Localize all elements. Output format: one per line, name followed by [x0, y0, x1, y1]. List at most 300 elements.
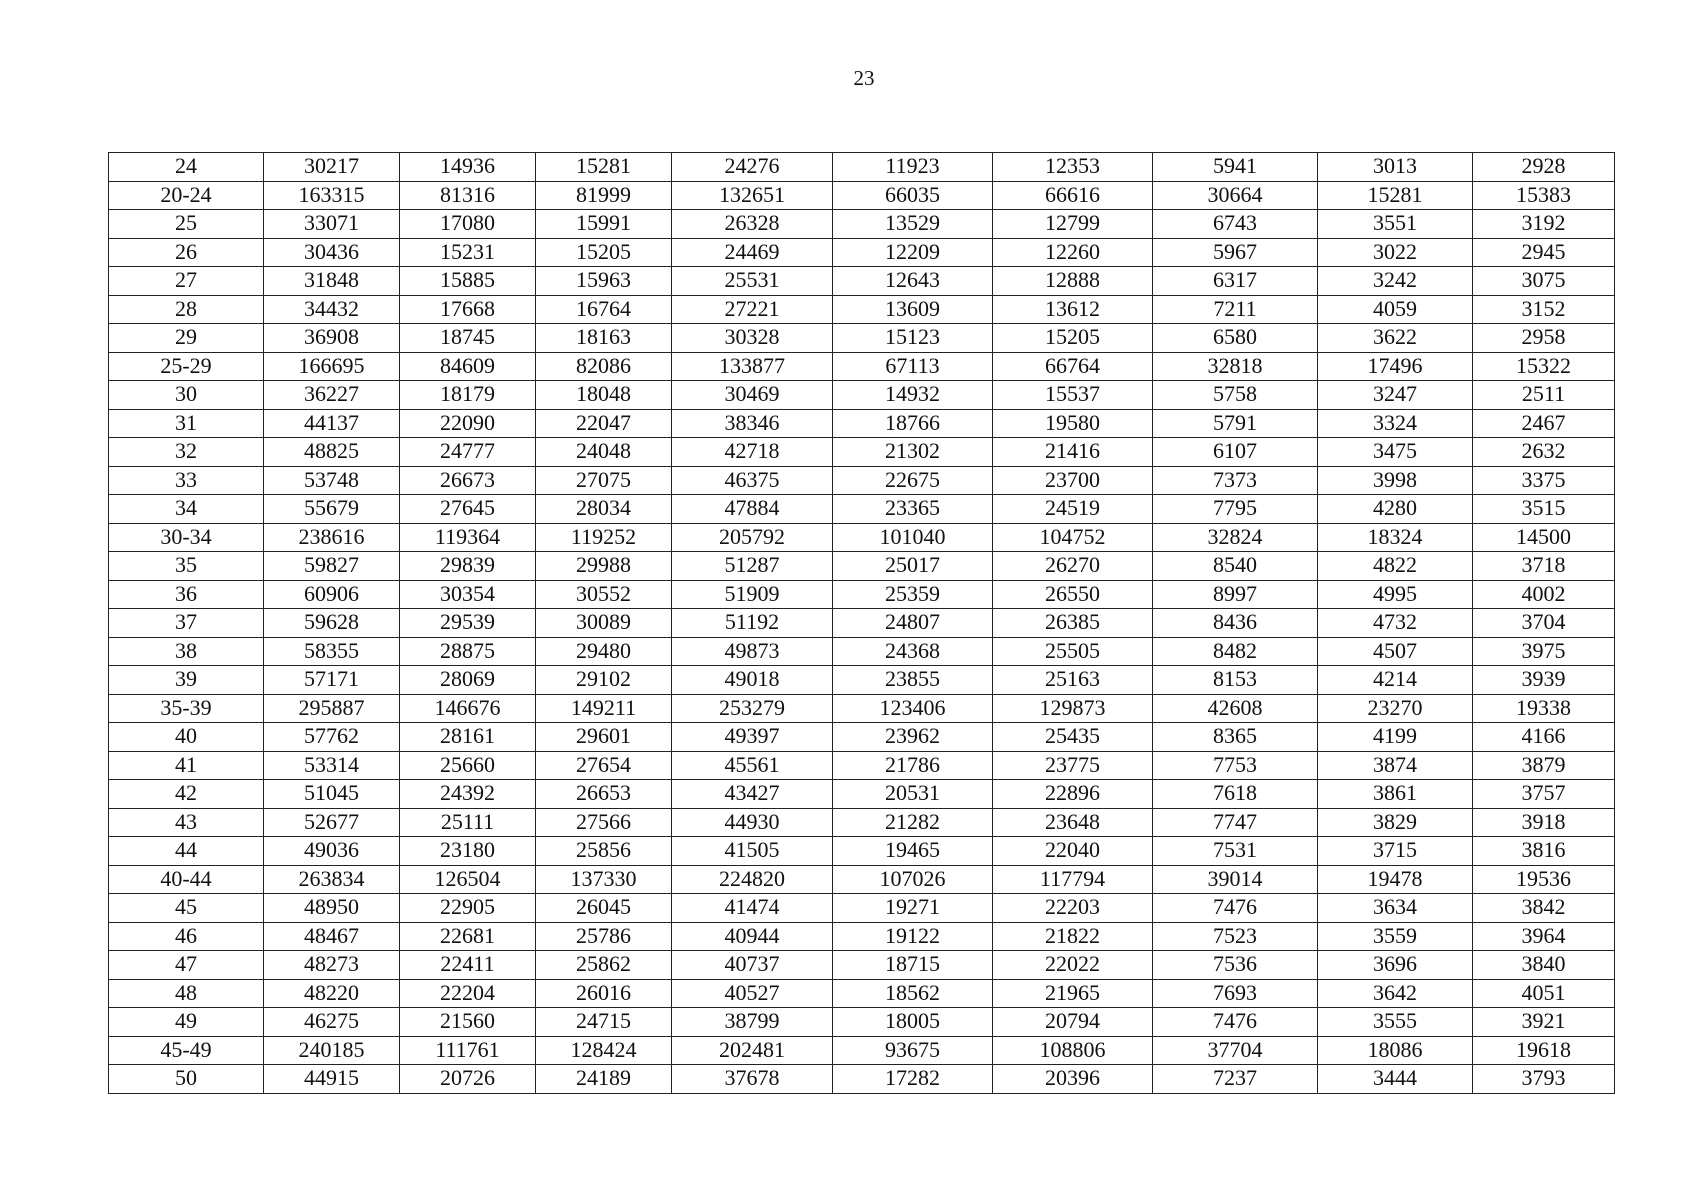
age-cell: 29 — [109, 324, 264, 353]
value-cell: 67113 — [833, 352, 993, 381]
value-cell: 3022 — [1318, 238, 1473, 267]
value-cell: 3444 — [1318, 1065, 1473, 1094]
value-cell: 42718 — [672, 438, 833, 467]
value-cell: 17496 — [1318, 352, 1473, 381]
table-row — [109, 922, 1615, 951]
value-cell: 14932 — [833, 381, 993, 410]
age-cell: 27 — [109, 267, 264, 296]
value-cell: 57762 — [264, 723, 400, 752]
value-cell: 25660 — [400, 751, 536, 780]
table-row — [109, 637, 1615, 666]
value-cell: 48950 — [264, 894, 400, 923]
value-cell: 7747 — [1153, 808, 1318, 837]
value-cell: 51287 — [672, 552, 833, 581]
value-cell: 4995 — [1318, 580, 1473, 609]
value-cell: 15322 — [1473, 352, 1615, 381]
value-cell: 3964 — [1473, 922, 1615, 951]
value-cell: 46275 — [264, 1008, 400, 1037]
value-cell: 3921 — [1473, 1008, 1615, 1037]
value-cell: 15205 — [536, 238, 672, 267]
value-cell: 28161 — [400, 723, 536, 752]
age-cell: 34 — [109, 495, 264, 524]
value-cell: 21302 — [833, 438, 993, 467]
value-cell: 5941 — [1153, 153, 1318, 182]
value-cell: 3975 — [1473, 637, 1615, 666]
value-cell: 6580 — [1153, 324, 1318, 353]
value-cell: 27645 — [400, 495, 536, 524]
value-cell: 20726 — [400, 1065, 536, 1094]
value-cell: 12260 — [993, 238, 1153, 267]
value-cell: 117794 — [993, 865, 1153, 894]
value-cell: 107026 — [833, 865, 993, 894]
value-cell: 133877 — [672, 352, 833, 381]
table-row — [109, 894, 1615, 923]
value-cell: 5758 — [1153, 381, 1318, 410]
value-cell: 29839 — [400, 552, 536, 581]
value-cell: 22204 — [400, 979, 536, 1008]
value-cell: 126504 — [400, 865, 536, 894]
value-cell: 27075 — [536, 466, 672, 495]
value-cell: 41505 — [672, 837, 833, 866]
table-row — [109, 751, 1615, 780]
value-cell: 23365 — [833, 495, 993, 524]
value-cell: 30469 — [672, 381, 833, 410]
value-cell: 32818 — [1153, 352, 1318, 381]
age-cell: 24 — [109, 153, 264, 182]
value-cell: 7237 — [1153, 1065, 1318, 1094]
data-table — [108, 152, 1615, 1094]
age-cell: 45-49 — [109, 1036, 264, 1065]
value-cell: 3622 — [1318, 324, 1473, 353]
value-cell: 3998 — [1318, 466, 1473, 495]
value-cell: 38799 — [672, 1008, 833, 1037]
age-cell: 30-34 — [109, 523, 264, 552]
value-cell: 22203 — [993, 894, 1153, 923]
value-cell: 46375 — [672, 466, 833, 495]
value-cell: 3840 — [1473, 951, 1615, 980]
value-cell: 7536 — [1153, 951, 1318, 980]
value-cell: 3879 — [1473, 751, 1615, 780]
value-cell: 28034 — [536, 495, 672, 524]
value-cell: 25505 — [993, 637, 1153, 666]
value-cell: 7531 — [1153, 837, 1318, 866]
age-cell: 42 — [109, 780, 264, 809]
value-cell: 101040 — [833, 523, 993, 552]
value-cell: 30089 — [536, 609, 672, 638]
value-cell: 14936 — [400, 153, 536, 182]
value-cell: 30436 — [264, 238, 400, 267]
table-row — [109, 295, 1615, 324]
age-cell: 32 — [109, 438, 264, 467]
value-cell: 26653 — [536, 780, 672, 809]
value-cell: 3757 — [1473, 780, 1615, 809]
value-cell: 18005 — [833, 1008, 993, 1037]
value-cell: 37678 — [672, 1065, 833, 1094]
age-cell: 25 — [109, 210, 264, 239]
value-cell: 22040 — [993, 837, 1153, 866]
value-cell: 41474 — [672, 894, 833, 923]
table-row — [109, 523, 1615, 552]
age-cell: 48 — [109, 979, 264, 1008]
value-cell: 13529 — [833, 210, 993, 239]
value-cell: 81999 — [536, 181, 672, 210]
value-cell: 119364 — [400, 523, 536, 552]
value-cell: 48273 — [264, 951, 400, 980]
value-cell: 24777 — [400, 438, 536, 467]
value-cell: 24276 — [672, 153, 833, 182]
value-cell: 24807 — [833, 609, 993, 638]
value-cell: 30354 — [400, 580, 536, 609]
value-cell: 8436 — [1153, 609, 1318, 638]
value-cell: 123406 — [833, 694, 993, 723]
value-cell: 17080 — [400, 210, 536, 239]
value-cell: 19465 — [833, 837, 993, 866]
value-cell: 22896 — [993, 780, 1153, 809]
value-cell: 3559 — [1318, 922, 1473, 951]
age-cell: 33 — [109, 466, 264, 495]
table-row — [109, 438, 1615, 467]
value-cell: 3013 — [1318, 153, 1473, 182]
value-cell: 15231 — [400, 238, 536, 267]
value-cell: 3642 — [1318, 979, 1473, 1008]
value-cell: 15991 — [536, 210, 672, 239]
value-cell: 43427 — [672, 780, 833, 809]
value-cell: 23648 — [993, 808, 1153, 837]
value-cell: 25111 — [400, 808, 536, 837]
value-cell: 15205 — [993, 324, 1153, 353]
value-cell: 8153 — [1153, 666, 1318, 695]
age-cell: 36 — [109, 580, 264, 609]
value-cell: 58355 — [264, 637, 400, 666]
value-cell: 7693 — [1153, 979, 1318, 1008]
value-cell: 6743 — [1153, 210, 1318, 239]
value-cell: 6317 — [1153, 267, 1318, 296]
value-cell: 19122 — [833, 922, 993, 951]
table-row — [109, 723, 1615, 752]
value-cell: 8997 — [1153, 580, 1318, 609]
value-cell: 253279 — [672, 694, 833, 723]
value-cell: 26016 — [536, 979, 672, 1008]
value-cell: 30552 — [536, 580, 672, 609]
value-cell: 3861 — [1318, 780, 1473, 809]
value-cell: 3247 — [1318, 381, 1473, 410]
value-cell: 4059 — [1318, 295, 1473, 324]
value-cell: 4214 — [1318, 666, 1473, 695]
age-cell: 43 — [109, 808, 264, 837]
value-cell: 26270 — [993, 552, 1153, 581]
value-cell: 40944 — [672, 922, 833, 951]
table-row — [109, 1036, 1615, 1065]
value-cell: 149211 — [536, 694, 672, 723]
value-cell: 57171 — [264, 666, 400, 695]
value-cell: 18048 — [536, 381, 672, 410]
age-cell: 35 — [109, 552, 264, 581]
value-cell: 60906 — [264, 580, 400, 609]
table-row — [109, 666, 1615, 695]
value-cell: 19271 — [833, 894, 993, 923]
value-cell: 13609 — [833, 295, 993, 324]
value-cell: 18766 — [833, 409, 993, 438]
value-cell: 8482 — [1153, 637, 1318, 666]
value-cell: 111761 — [400, 1036, 536, 1065]
value-cell: 4051 — [1473, 979, 1615, 1008]
value-cell: 93675 — [833, 1036, 993, 1065]
value-cell: 15123 — [833, 324, 993, 353]
value-cell: 19580 — [993, 409, 1153, 438]
value-cell: 24519 — [993, 495, 1153, 524]
table-row — [109, 837, 1615, 866]
age-cell: 41 — [109, 751, 264, 780]
value-cell: 18745 — [400, 324, 536, 353]
value-cell: 119252 — [536, 523, 672, 552]
value-cell: 18562 — [833, 979, 993, 1008]
age-cell: 20-24 — [109, 181, 264, 210]
age-cell: 28 — [109, 295, 264, 324]
value-cell: 7795 — [1153, 495, 1318, 524]
value-cell: 4507 — [1318, 637, 1473, 666]
value-cell: 3555 — [1318, 1008, 1473, 1037]
value-cell: 3715 — [1318, 837, 1473, 866]
value-cell: 7373 — [1153, 466, 1318, 495]
value-cell: 27221 — [672, 295, 833, 324]
value-cell: 20531 — [833, 780, 993, 809]
value-cell: 3816 — [1473, 837, 1615, 866]
table-row — [109, 808, 1615, 837]
table-body — [109, 153, 1615, 1094]
value-cell: 22905 — [400, 894, 536, 923]
table-row — [109, 865, 1615, 894]
age-cell: 30 — [109, 381, 264, 410]
value-cell: 51909 — [672, 580, 833, 609]
age-cell: 38 — [109, 637, 264, 666]
value-cell: 166695 — [264, 352, 400, 381]
value-cell: 59827 — [264, 552, 400, 581]
value-cell: 28069 — [400, 666, 536, 695]
value-cell: 24392 — [400, 780, 536, 809]
value-cell: 3704 — [1473, 609, 1615, 638]
value-cell: 7476 — [1153, 894, 1318, 923]
value-cell: 33071 — [264, 210, 400, 239]
value-cell: 3324 — [1318, 409, 1473, 438]
table-row — [109, 466, 1615, 495]
value-cell: 44930 — [672, 808, 833, 837]
age-cell: 40 — [109, 723, 264, 752]
value-cell: 32824 — [1153, 523, 1318, 552]
value-cell: 18163 — [536, 324, 672, 353]
value-cell: 51045 — [264, 780, 400, 809]
value-cell: 21560 — [400, 1008, 536, 1037]
value-cell: 26045 — [536, 894, 672, 923]
value-cell: 3152 — [1473, 295, 1615, 324]
value-cell: 21965 — [993, 979, 1153, 1008]
value-cell: 29601 — [536, 723, 672, 752]
table-row — [109, 210, 1615, 239]
value-cell: 25163 — [993, 666, 1153, 695]
value-cell: 3075 — [1473, 267, 1615, 296]
value-cell: 25856 — [536, 837, 672, 866]
table-row — [109, 495, 1615, 524]
value-cell: 15963 — [536, 267, 672, 296]
value-cell: 53314 — [264, 751, 400, 780]
value-cell: 15281 — [1318, 181, 1473, 210]
value-cell: 15537 — [993, 381, 1153, 410]
table-row — [109, 609, 1615, 638]
value-cell: 34432 — [264, 295, 400, 324]
age-cell: 45 — [109, 894, 264, 923]
value-cell: 108806 — [993, 1036, 1153, 1065]
value-cell: 202481 — [672, 1036, 833, 1065]
value-cell: 38346 — [672, 409, 833, 438]
value-cell: 22681 — [400, 922, 536, 951]
value-cell: 3475 — [1318, 438, 1473, 467]
value-cell: 66764 — [993, 352, 1153, 381]
table-row — [109, 267, 1615, 296]
value-cell: 27654 — [536, 751, 672, 780]
value-cell: 29539 — [400, 609, 536, 638]
value-cell: 66616 — [993, 181, 1153, 210]
table-row — [109, 780, 1615, 809]
value-cell: 11923 — [833, 153, 993, 182]
value-cell: 24469 — [672, 238, 833, 267]
value-cell: 55679 — [264, 495, 400, 524]
value-cell: 12209 — [833, 238, 993, 267]
value-cell: 4166 — [1473, 723, 1615, 752]
value-cell: 36908 — [264, 324, 400, 353]
value-cell: 25359 — [833, 580, 993, 609]
value-cell: 20396 — [993, 1065, 1153, 1094]
value-cell: 59628 — [264, 609, 400, 638]
value-cell: 3192 — [1473, 210, 1615, 239]
value-cell: 25531 — [672, 267, 833, 296]
value-cell: 49036 — [264, 837, 400, 866]
value-cell: 7618 — [1153, 780, 1318, 809]
value-cell: 22022 — [993, 951, 1153, 980]
value-cell: 3718 — [1473, 552, 1615, 581]
table-row — [109, 1065, 1615, 1094]
value-cell: 44137 — [264, 409, 400, 438]
value-cell: 3842 — [1473, 894, 1615, 923]
value-cell: 29102 — [536, 666, 672, 695]
age-cell: 46 — [109, 922, 264, 951]
age-cell: 50 — [109, 1065, 264, 1094]
value-cell: 128424 — [536, 1036, 672, 1065]
value-cell: 205792 — [672, 523, 833, 552]
value-cell: 25862 — [536, 951, 672, 980]
value-cell: 28875 — [400, 637, 536, 666]
value-cell: 132651 — [672, 181, 833, 210]
value-cell: 240185 — [264, 1036, 400, 1065]
value-cell: 45561 — [672, 751, 833, 780]
value-cell: 7476 — [1153, 1008, 1318, 1037]
value-cell: 3793 — [1473, 1065, 1615, 1094]
value-cell: 23700 — [993, 466, 1153, 495]
value-cell: 2945 — [1473, 238, 1615, 267]
value-cell: 15885 — [400, 267, 536, 296]
value-cell: 2928 — [1473, 153, 1615, 182]
age-cell: 44 — [109, 837, 264, 866]
table-row — [109, 979, 1615, 1008]
value-cell: 17668 — [400, 295, 536, 324]
value-cell: 21282 — [833, 808, 993, 837]
value-cell: 15383 — [1473, 181, 1615, 210]
value-cell: 22047 — [536, 409, 672, 438]
table-row — [109, 181, 1615, 210]
value-cell: 22090 — [400, 409, 536, 438]
value-cell: 36227 — [264, 381, 400, 410]
value-cell: 23775 — [993, 751, 1153, 780]
table-row — [109, 580, 1615, 609]
value-cell: 20794 — [993, 1008, 1153, 1037]
age-cell: 47 — [109, 951, 264, 980]
value-cell: 23270 — [1318, 694, 1473, 723]
value-cell: 3634 — [1318, 894, 1473, 923]
value-cell: 48467 — [264, 922, 400, 951]
value-cell: 48220 — [264, 979, 400, 1008]
value-cell: 224820 — [672, 865, 833, 894]
value-cell: 12888 — [993, 267, 1153, 296]
value-cell: 29988 — [536, 552, 672, 581]
value-cell: 4822 — [1318, 552, 1473, 581]
value-cell: 30217 — [264, 153, 400, 182]
value-cell: 3829 — [1318, 808, 1473, 837]
value-cell: 42608 — [1153, 694, 1318, 723]
value-cell: 23180 — [400, 837, 536, 866]
value-cell: 49018 — [672, 666, 833, 695]
value-cell: 84609 — [400, 352, 536, 381]
value-cell: 104752 — [993, 523, 1153, 552]
value-cell: 137330 — [536, 865, 672, 894]
value-cell: 8540 — [1153, 552, 1318, 581]
value-cell: 47884 — [672, 495, 833, 524]
value-cell: 5967 — [1153, 238, 1318, 267]
value-cell: 18715 — [833, 951, 993, 980]
value-cell: 3939 — [1473, 666, 1615, 695]
value-cell: 19478 — [1318, 865, 1473, 894]
value-cell: 52677 — [264, 808, 400, 837]
value-cell: 26328 — [672, 210, 833, 239]
value-cell: 26550 — [993, 580, 1153, 609]
value-cell: 37704 — [1153, 1036, 1318, 1065]
value-cell: 146676 — [400, 694, 536, 723]
value-cell: 7211 — [1153, 295, 1318, 324]
value-cell: 3918 — [1473, 808, 1615, 837]
table-row — [109, 1008, 1615, 1037]
value-cell: 26673 — [400, 466, 536, 495]
value-cell: 49873 — [672, 637, 833, 666]
value-cell: 15281 — [536, 153, 672, 182]
table-row — [109, 552, 1615, 581]
value-cell: 39014 — [1153, 865, 1318, 894]
value-cell: 7523 — [1153, 922, 1318, 951]
value-cell: 2511 — [1473, 381, 1615, 410]
value-cell: 82086 — [536, 352, 672, 381]
value-cell: 6107 — [1153, 438, 1318, 467]
value-cell: 2467 — [1473, 409, 1615, 438]
age-cell: 49 — [109, 1008, 264, 1037]
value-cell: 7753 — [1153, 751, 1318, 780]
value-cell: 12799 — [993, 210, 1153, 239]
value-cell: 2632 — [1473, 438, 1615, 467]
value-cell: 26385 — [993, 609, 1153, 638]
value-cell: 3696 — [1318, 951, 1473, 980]
value-cell: 12643 — [833, 267, 993, 296]
value-cell: 14500 — [1473, 523, 1615, 552]
value-cell: 3551 — [1318, 210, 1473, 239]
value-cell: 16764 — [536, 295, 672, 324]
value-cell: 24715 — [536, 1008, 672, 1037]
table-row — [109, 352, 1615, 381]
value-cell: 8365 — [1153, 723, 1318, 752]
